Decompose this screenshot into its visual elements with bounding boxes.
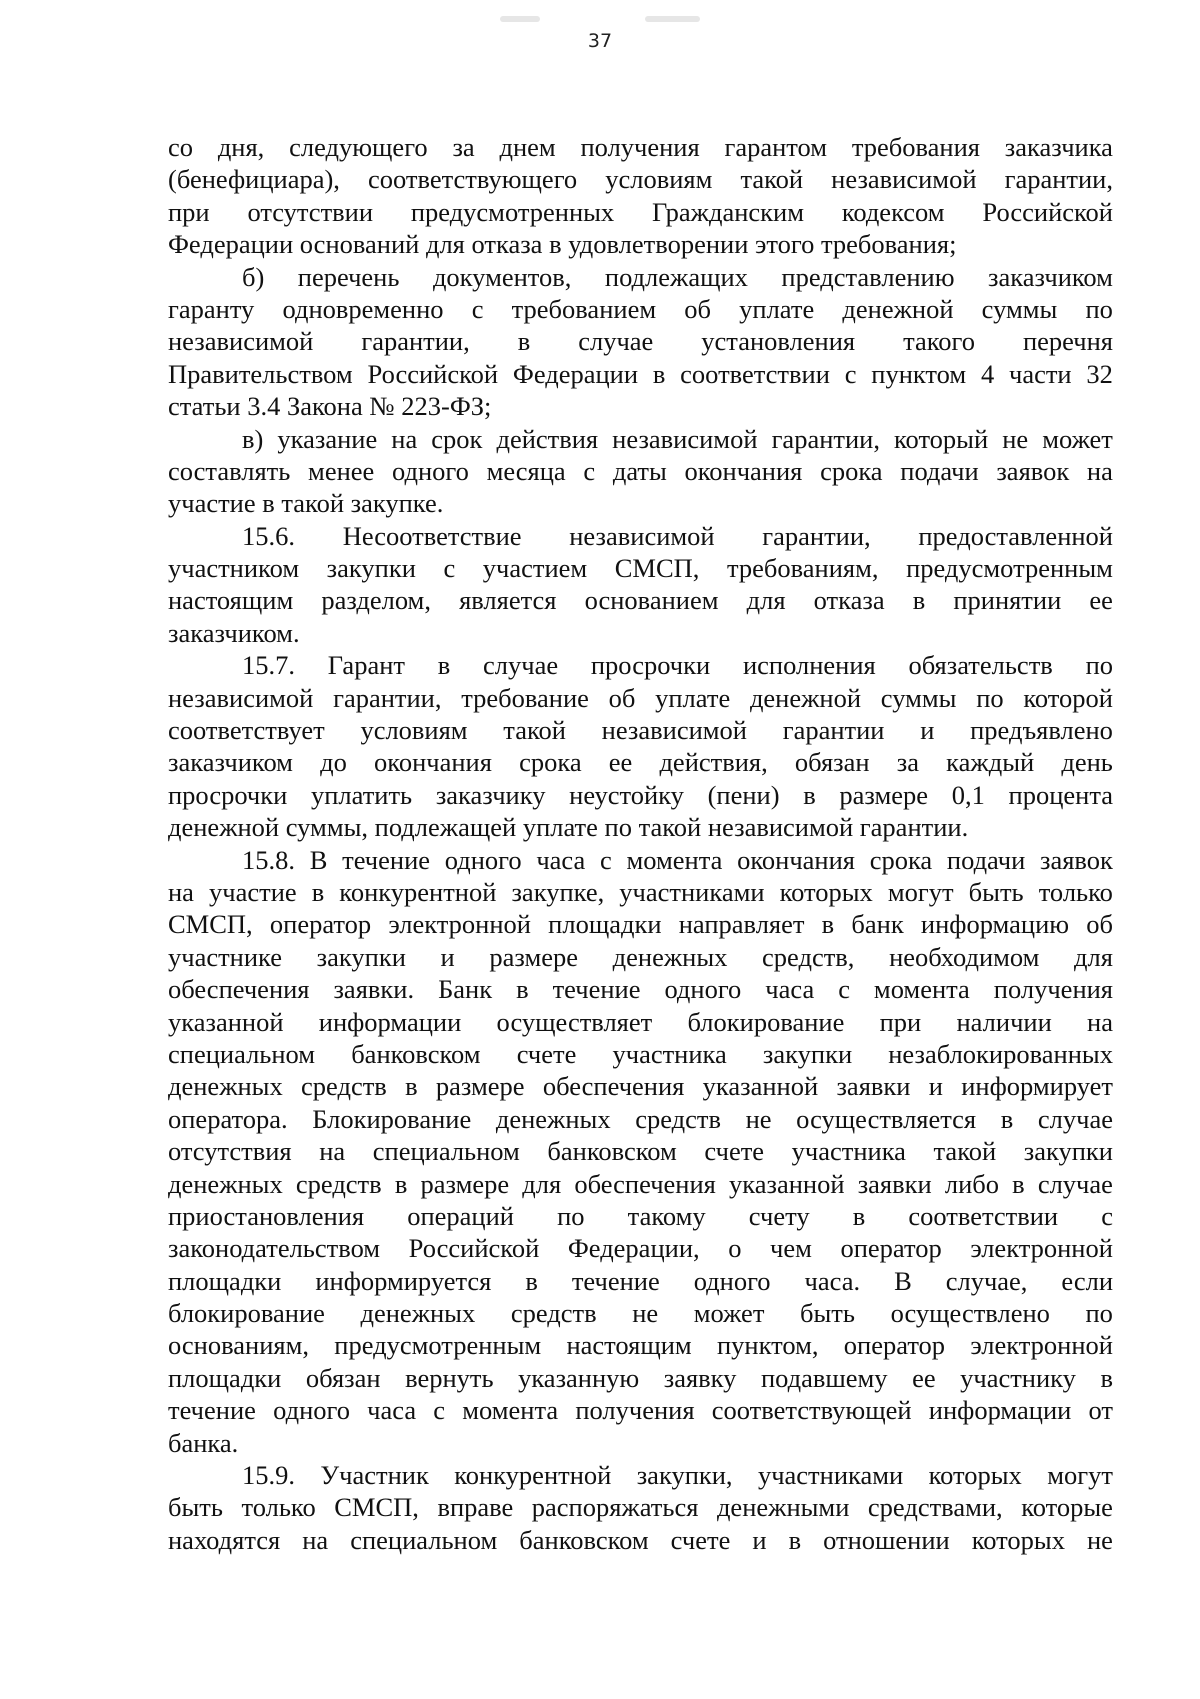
text-line: 15.6. Несоответствие независимой гарантии, предоставленной: [242, 520, 1113, 551]
text-line: течение одного часа с момента получения соответствующей информации от: [168, 1395, 1113, 1426]
document-body: [168, 131, 1113, 1556]
text-line: банка.: [168, 1427, 239, 1458]
text-line: б) перечень документов, подлежащих представлению заказчиком: [242, 261, 1113, 292]
text-line: 15.9. Участник конкурентной закупки, участниками которых могут: [242, 1460, 1113, 1491]
text-line: соответствует условиям такой независимой гарантии и предъявлено: [168, 715, 1113, 746]
text-line: заказчиком до окончания срока ее действия, обязан за каждый день: [168, 747, 1113, 778]
text-line: 15.7. Гарант в случае просрочки исполнения обязательств по: [242, 650, 1113, 681]
text-line: на участие в конкурентной закупке, участниками которых могут быть только: [168, 876, 1113, 907]
text-line: площадки обязан вернуть указанную заявку подавшему ее участнику в: [168, 1362, 1113, 1393]
text-line: оператора. Блокирование денежных средств не осуществляется в случае: [168, 1103, 1113, 1134]
text-line: настоящим разделом, является основанием для отказа в принятии ее: [168, 585, 1113, 616]
text-line: отсутствия на специальном банковском счете участника такой закупки: [168, 1136, 1113, 1167]
text-line: заказчиком.: [168, 617, 300, 648]
text-line: СМСП, оператор электронной площадки направляет в банк информацию об: [168, 909, 1113, 940]
text-line: гаранту одновременно с требованием об уплате денежной суммы по: [168, 293, 1113, 324]
text-line: со дня, следующего за днем получения гарантом требования заказчика: [168, 132, 1113, 162]
text-line: находятся на специальном банковском счете и в отношении которых не: [168, 1524, 1113, 1555]
scan-artifact: [645, 16, 700, 22]
text-line: статьи 3.4 Закона № 223-ФЗ;: [168, 391, 492, 422]
text-line: быть только СМСП, вправе распоряжаться денежными средствами, которые: [168, 1492, 1113, 1523]
text-line: независимой гарантии, требование об уплате денежной суммы по которой: [168, 682, 1113, 713]
text-line: обеспечения заявки. Банк в течение одного часа с момента получения: [168, 974, 1113, 1005]
text-line: участие в такой закупке.: [168, 488, 444, 519]
text-line: при отсутствии предусмотренных Гражданским кодексом Российской: [168, 196, 1113, 227]
text-line: специальном банковском счете участника закупки незаблокированных: [168, 1038, 1113, 1069]
text-line: денежной суммы, подлежащей уплате по такой независимой гарантии.: [168, 812, 969, 843]
text-line: Федерации оснований для отказа в удовлетворении этого требования;: [168, 229, 957, 260]
text-line: денежных средств в размере для обеспечения указанной заявки либо в случае: [168, 1168, 1113, 1199]
text-line: блокирование денежных средств не может быть осуществлено по: [168, 1298, 1113, 1329]
text-line: (бенефициара), соответствующего условиям такой независимой гарантии,: [168, 164, 1113, 195]
text-line: составлять менее одного месяца с даты окончания срока подачи заявок на: [168, 455, 1113, 486]
text-line: независимой гарантии, в случае установления такого перечня: [168, 326, 1113, 357]
text-line: площадки информируется в течение одного часа. В случае, если: [168, 1265, 1113, 1296]
text-line: в) указание на срок действия независимой гарантии, который не может: [242, 423, 1113, 454]
text-line: указанной информации осуществляет блокирование при наличии на: [168, 1006, 1113, 1037]
text-line: законодательством Российской Федерации, о чем оператор электронной: [168, 1233, 1113, 1264]
text-line: денежных средств в размере обеспечения указанной заявки и информирует: [168, 1071, 1113, 1102]
text-line: приостановления операций по такому счету в соответствии с: [168, 1200, 1113, 1231]
text-line: участником закупки с участием СМСП, требованиям, предусмотренным: [168, 553, 1113, 584]
scan-artifact: [500, 16, 540, 22]
page-number: 37: [587, 30, 613, 52]
text-line: 15.8. В течение одного часа с момента окончания срока подачи заявок: [242, 844, 1113, 875]
text-line: Правительством Российской Федерации в соответствии с пунктом 4 части 32: [168, 358, 1113, 389]
text-line: основаниям, предусмотренным настоящим пунктом, оператор электронной: [168, 1330, 1113, 1361]
text-line: просрочки уплатить заказчику неустойку (пени) в размере 0,1 процента: [168, 779, 1113, 810]
text-line: участнике закупки и размере денежных средств, необходимом для: [168, 941, 1113, 972]
